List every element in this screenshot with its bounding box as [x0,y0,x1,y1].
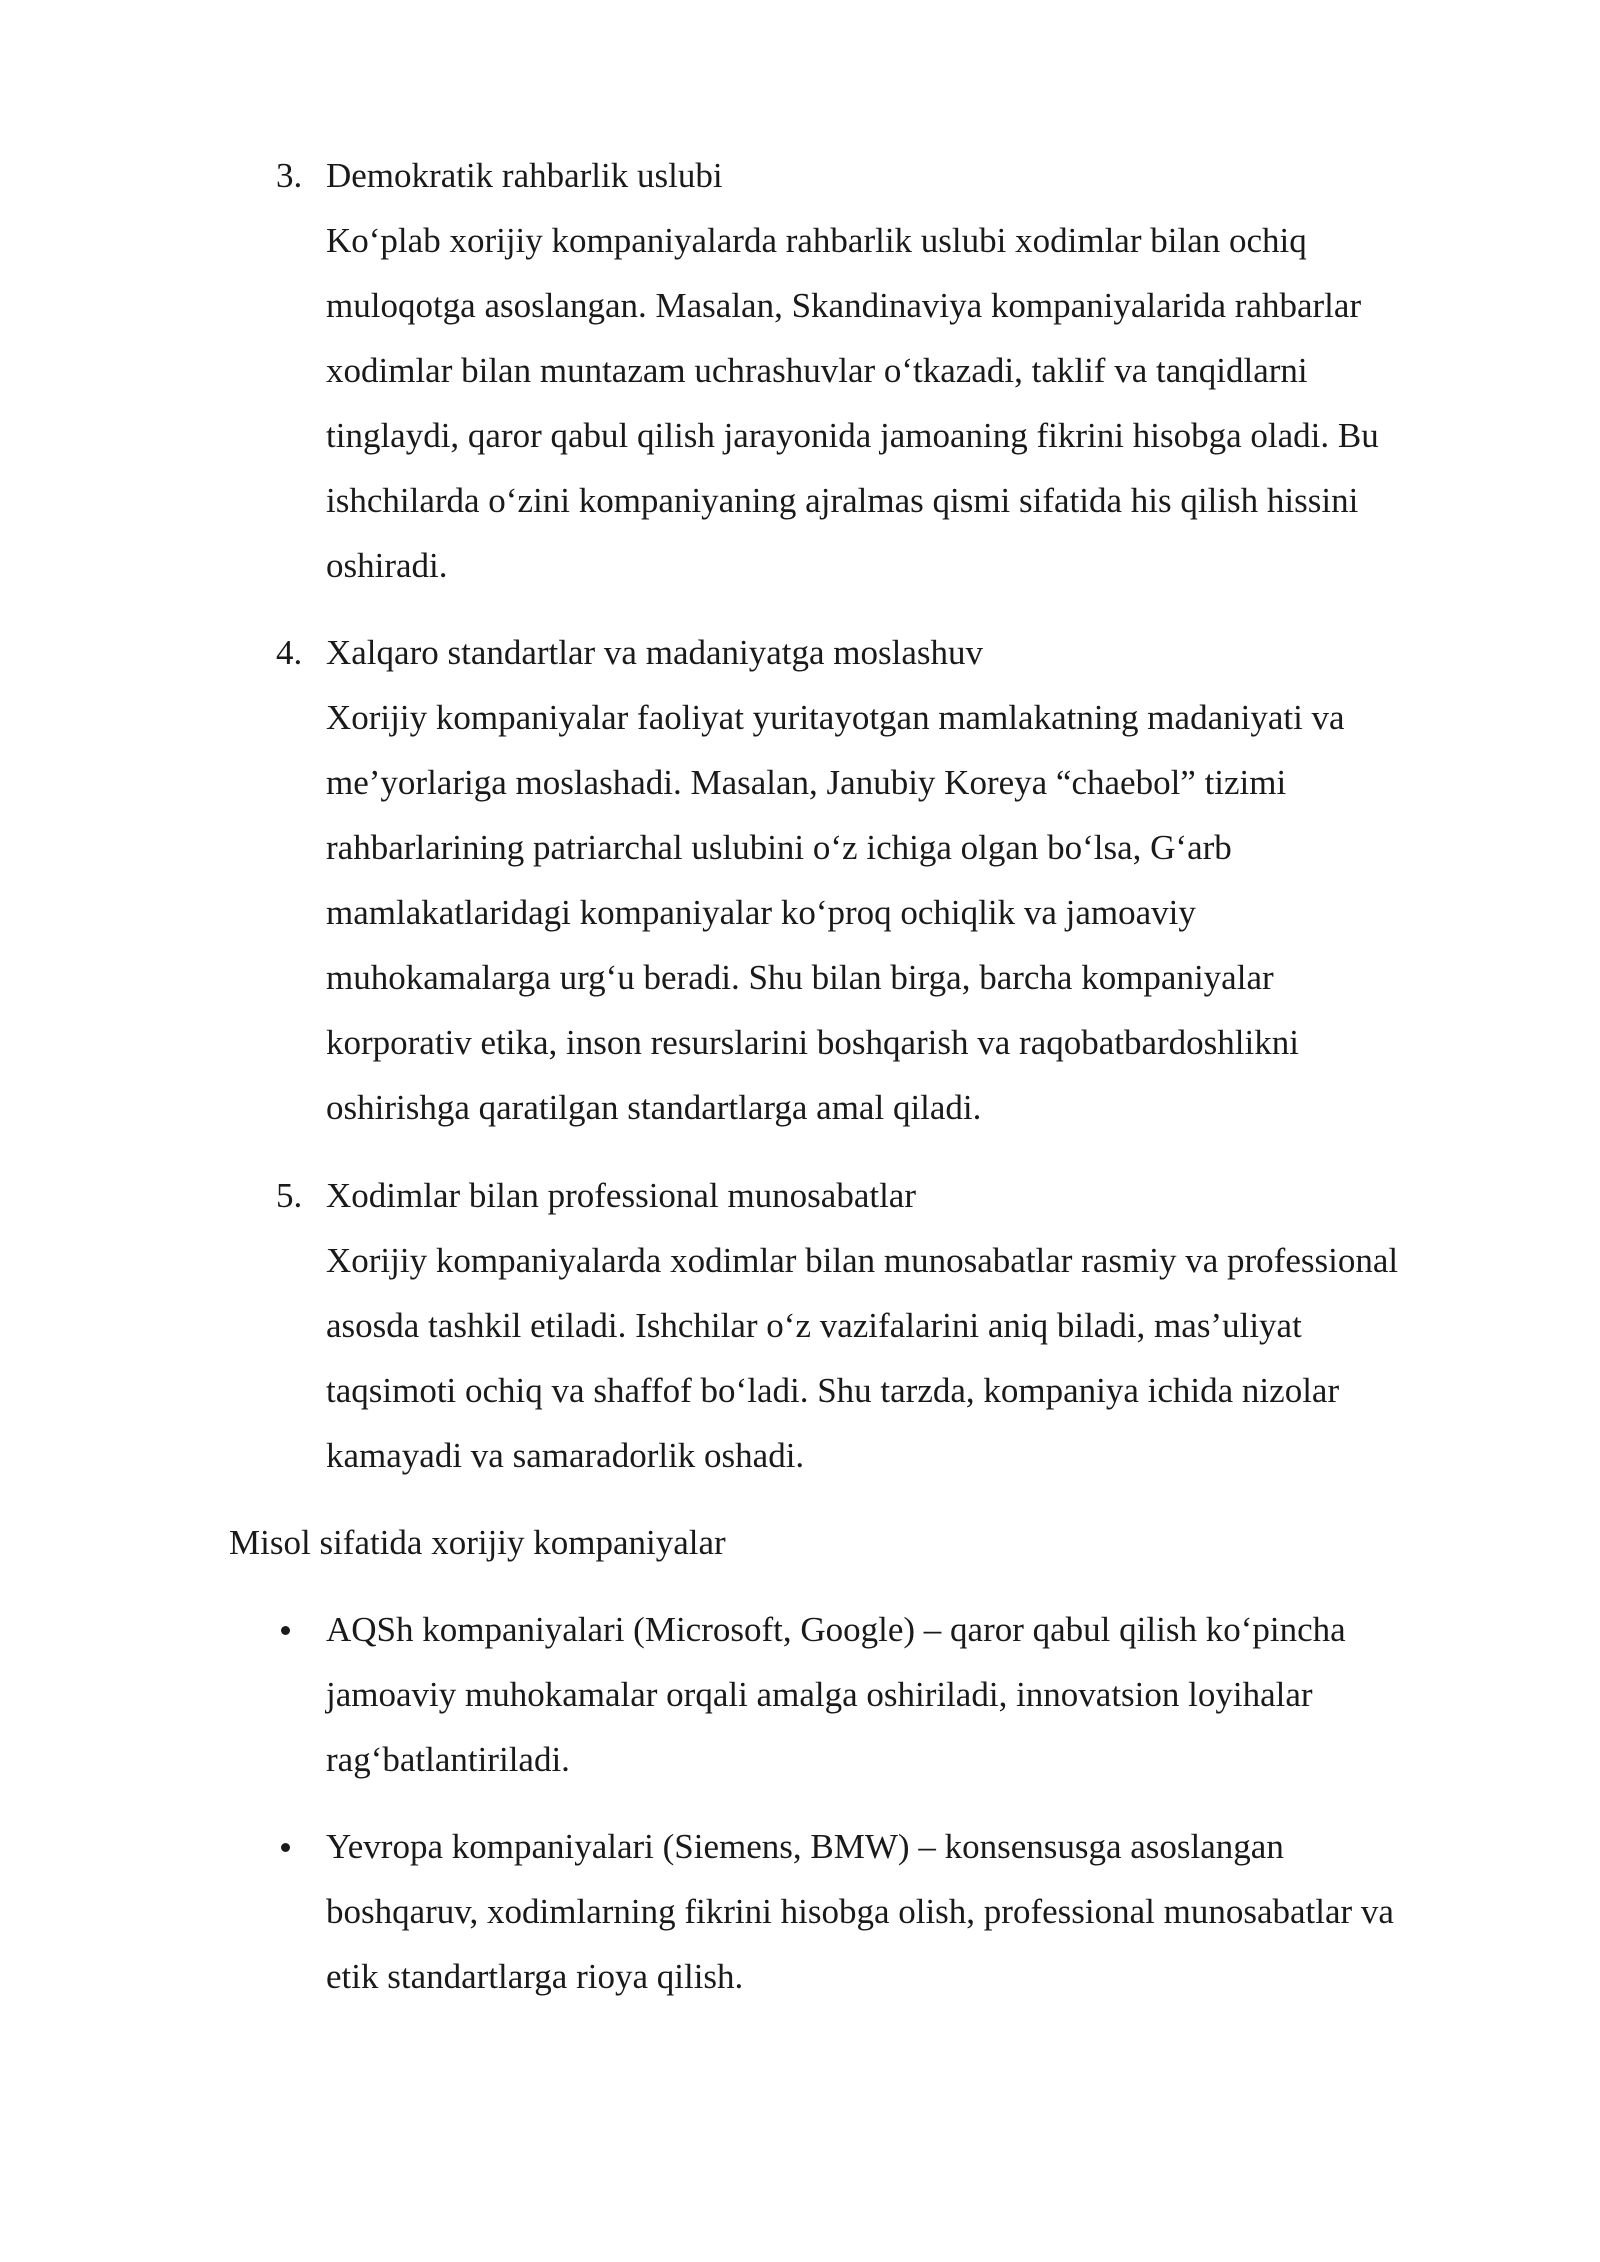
item-body [326,620,1556,1140]
item-line: oshirishga qaratilgan standartlarga amal qiladi. [326,1088,982,1127]
item-line: rahbarlarining patriarchal uslubini o‘z ichiga olgan bo‘lsa, G‘arb [326,828,1232,867]
item-line: korporativ etika, inson resurslarini boshqarish va raqobatbardoshlikni [326,1023,1299,1062]
item-number: 4. [276,633,303,672]
item-line: mamlakatlaridagi kompaniyalar ko‘proq ochiqlik va jamoaviy [326,893,1196,932]
item-title: Demokratik rahbarlik uslubi [326,156,723,195]
bullet-dot-icon [281,1626,290,1635]
item-title: Xalqaro standartlar va madaniyatga moslashuv [326,633,984,672]
bullet-body [326,1597,1556,1792]
item-line: Xorijiy kompaniyalarda xodimlar bilan munosabatlar rasmiy va professional [326,1241,1399,1280]
item-line: taqsimoti ochiq va shaffof bo‘ladi. Shu tarzda, kompaniya ichida nizolar [326,1371,1340,1410]
item-line: muloqotga asoslangan. Masalan, Skandinaviya kompaniyalarida rahbarlar [326,286,1362,325]
item-line: ishchilarda o‘zini kompaniyaning ajralmas qismi sifatida his qilish hissini [326,481,1359,520]
item-line: me’yorlariga moslashadi. Masalan, Janubiy Koreya “chaebol” tizimi [326,763,1287,802]
item-line: Xorijiy kompaniyalar faoliyat yuritayotgan mamlakatning madaniyati va [326,698,1345,737]
bullet-line: AQSh kompaniyalari (Microsoft, Google) – qaror qabul qilish ko‘pincha [326,1610,1346,1649]
item-title: Xodimlar bilan professional munosabatlar [326,1176,916,1215]
bullet-body [326,1814,1556,2009]
item-line: asosda tashkil etiladi. Ishchilar o‘z vazifalarini aniq biladi, mas’uliyat [326,1306,1302,1345]
bullet-line: etik standartlarga rioya qilish. [326,1957,744,1996]
bullet-line: boshqaruv, xodimlarning fikrini hisobga olish, professional munosabatlar va [326,1892,1394,1931]
bullet-dot-icon [281,1843,290,1852]
item-line: xodimlar bilan muntazam uchrashuvlar o‘tkazadi, taklif va tanqidlarni [326,351,1308,390]
item-number: 5. [276,1176,303,1215]
item-body [326,143,1556,598]
bullet-line: jamoaviy muhokamalar orqali amalga oshiriladi, innovatsion loyihalar [326,1675,1313,1714]
item-body [326,1163,1556,1488]
bullet-line: rag‘batlantiriladi. [326,1740,570,1779]
section-heading: Misol sifatida xorijiy kompaniyalar [229,1523,726,1562]
item-line: oshiradi. [326,546,448,585]
item-line: kamayadi va samaradorlik oshadi. [326,1436,805,1475]
bullet-line: Yevropa kompaniyalari (Siemens, BMW) – konsensusga asoslangan [326,1827,1284,1866]
item-line: Ko‘plab xorijiy kompaniyalarda rahbarlik uslubi xodimlar bilan ochiq [326,221,1307,260]
item-line: muhokamalarga urg‘u beradi. Shu bilan birga, barcha kompaniyalar [326,958,1274,997]
item-number: 3. [276,156,303,195]
item-line: tinglaydi, qaror qabul qilish jarayonida jamoaning fikrini hisobga oladi. Bu [326,416,1379,455]
